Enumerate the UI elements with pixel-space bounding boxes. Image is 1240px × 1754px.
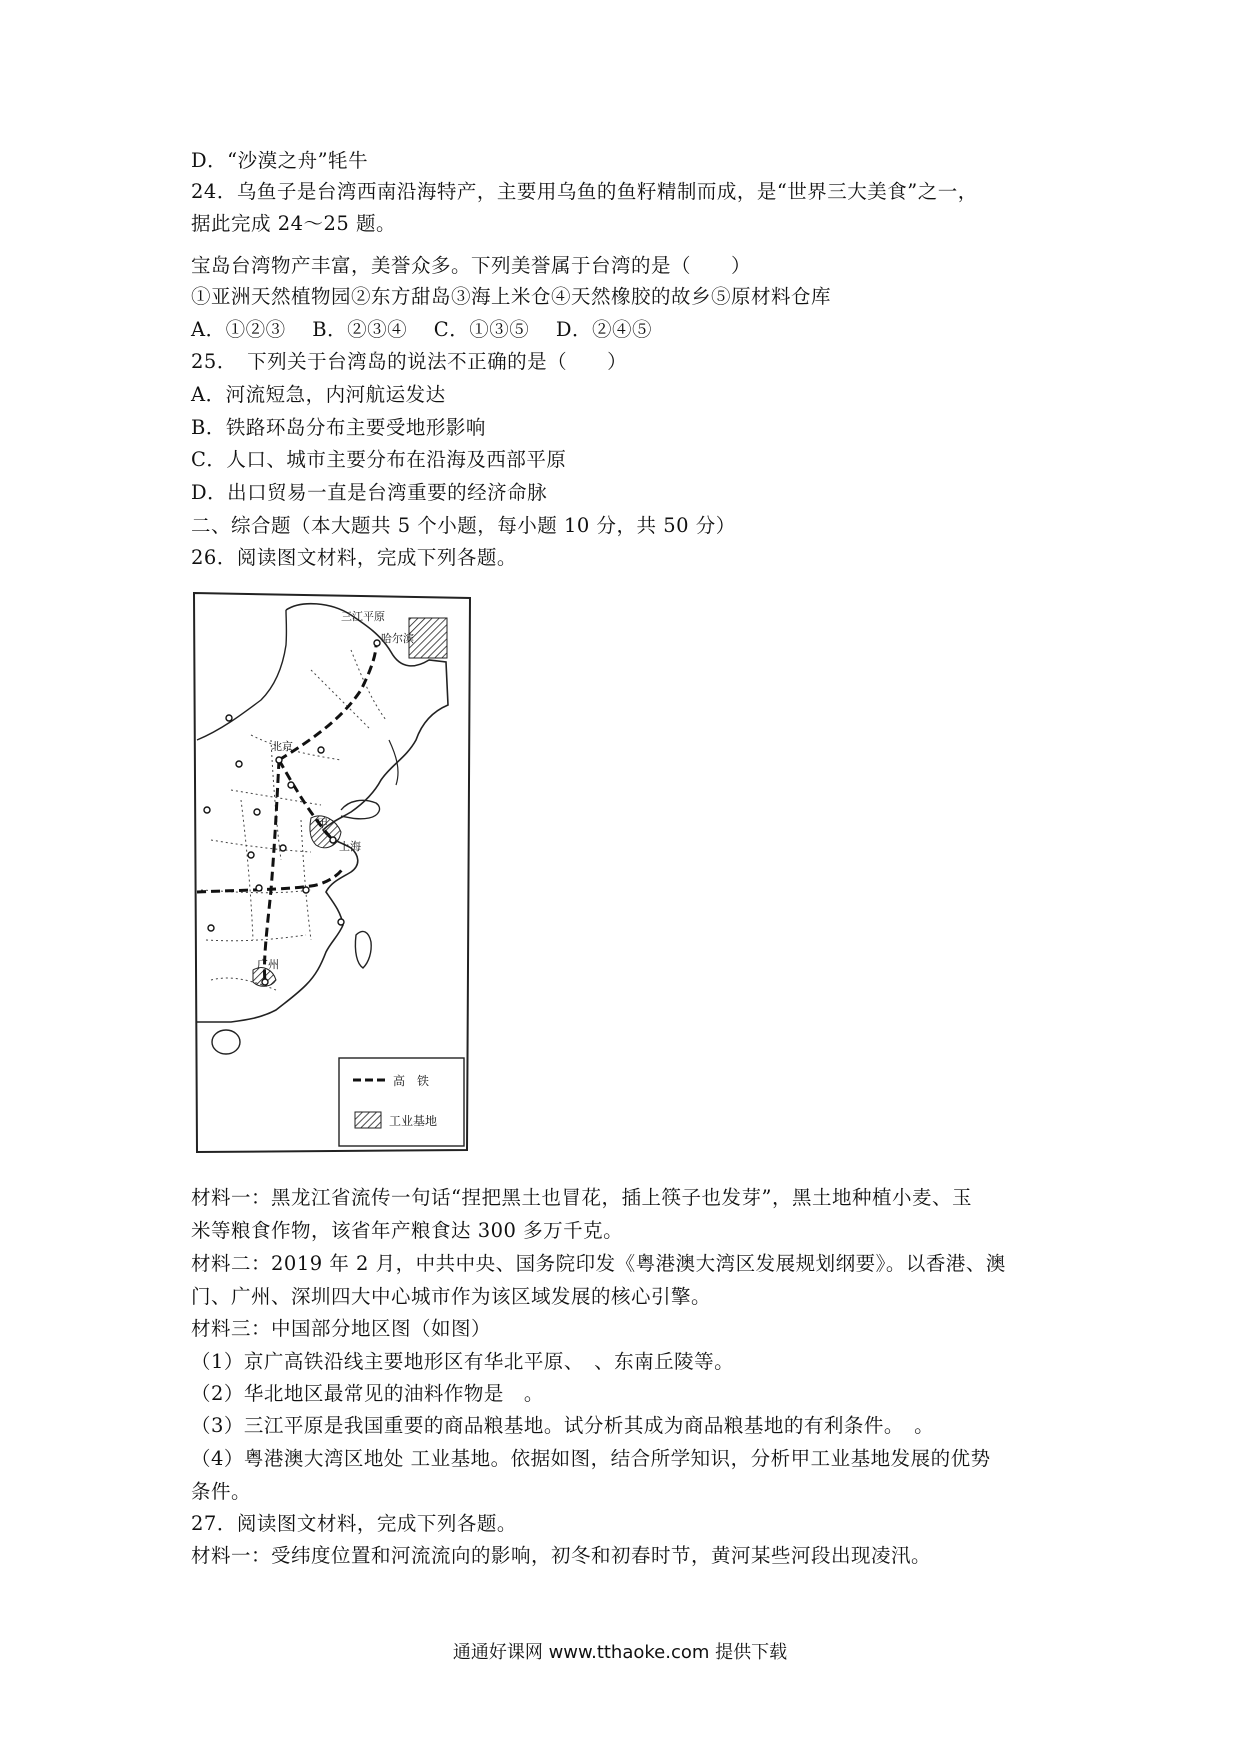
text-line: ①亚洲天然植物园②东方甜岛③海上米仓④天然橡胶的故乡⑤原材料仓库	[191, 285, 832, 308]
map-legend	[339, 1058, 464, 1146]
text-line: 材料三：中国部分地区图（如图）	[191, 1317, 492, 1340]
text-line: 材料一：受纬度位置和河流流向的影响，初冬和初春时节，黄河某些河段出现凌汛。	[191, 1544, 932, 1567]
text-line: （4）粤港澳大湾区地处 工业基地。依据如图，结合所学知识，分析甲工业基地发展的优势	[191, 1447, 991, 1470]
text-line: A．①②③ B．②③④ C．①③⑤ D．②④⑤	[191, 318, 653, 341]
text-line: 据此完成 24～25 题。	[191, 212, 397, 235]
legend-rail-label: 高 铁	[393, 1074, 430, 1088]
text-line: 25． 下列关于台湾岛的说法不正确的是（ ）	[191, 350, 628, 373]
text-line: （1）京广高铁沿线主要地形区有华北平原、 、东南丘陵等。	[191, 1350, 735, 1373]
text-line: 二、综合题（本大题共 5 个小题，每小题 10 分，共 50 分）	[191, 514, 736, 537]
text-line: 材料二：2019 年 2 月，中共中央、国务院印发《粤港澳大湾区发展规划纲要》。以香港、澳	[191, 1252, 1006, 1275]
label-guangzhou: 广州	[257, 958, 279, 971]
industry-base-northeast	[409, 618, 447, 658]
label-shanghai: 上海	[339, 840, 361, 853]
text-line: 米等粮食作物，该省年产粮食达 300 多万千克。	[191, 1219, 624, 1242]
text-line: B．铁路环岛分布主要受地形影响	[191, 416, 486, 439]
text-line: （3）三江平原是我国重要的商品粮基地。试分析其成为商品粮基地的有利条件。 。	[191, 1414, 935, 1437]
text-line: 24．乌鱼子是台湾西南沿海特产，主要用乌鱼的鱼籽精制而成，是“世界三大美食”之一，	[191, 180, 978, 203]
text-line: 条件。	[191, 1480, 252, 1503]
label-beijing: 北京	[271, 740, 293, 753]
text-line: C．人口、城市主要分布在沿海及西部平原	[191, 448, 567, 471]
text-line: 27．阅读图文材料，完成下列各题。	[191, 1512, 517, 1535]
label-sanjiang-plain: 三江平原	[341, 610, 385, 623]
page-footer: 通通好课网 www.tthaoke.com 提供下载	[452, 1642, 788, 1663]
text-line: A．河流短急，内河航运发达	[191, 383, 446, 406]
label-jia: 甲	[317, 817, 328, 830]
text-line: 材料一：黑龙江省流传一句话“捏把黑土也冒花，插上筷子也发芽”，黑土地种植小麦、玉	[191, 1186, 972, 1209]
china-region-map	[191, 590, 474, 1155]
text-line: 宝岛台湾物产丰富，美誉众多。下列美誉属于台湾的是（ ）	[191, 254, 752, 277]
text-line: （2）华北地区最常见的油料作物是 。	[191, 1382, 544, 1405]
text-line: 26．阅读图文材料，完成下列各题。	[191, 546, 517, 569]
label-harbin: 哈尔滨	[381, 632, 414, 645]
text-line: 门、广州、深圳四大中心城市作为该区域发展的核心引擎。	[191, 1285, 712, 1308]
text-line: D．“沙漠之舟”牦牛	[191, 149, 369, 172]
legend-industry-label: 工业基地	[389, 1114, 438, 1128]
text-line: D．出口贸易一直是台湾重要的经济命脉	[191, 481, 548, 504]
